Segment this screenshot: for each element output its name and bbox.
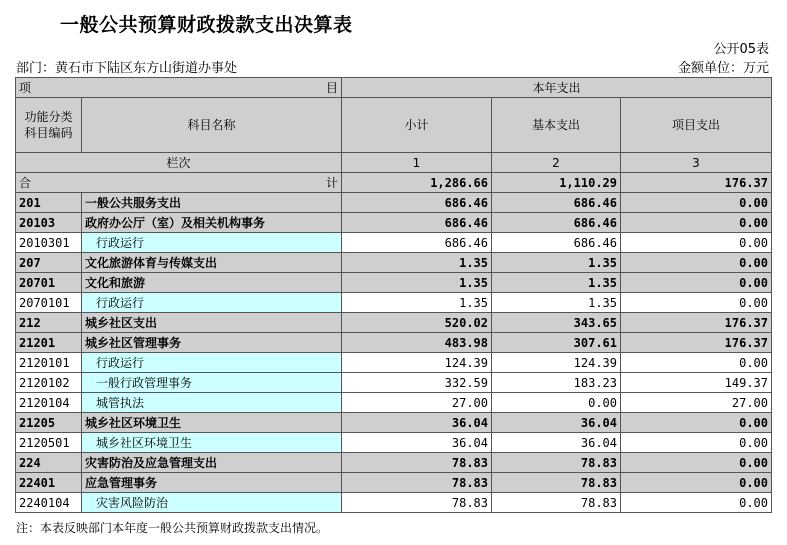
row-project: 0.00 [621, 213, 772, 233]
table-row [16, 453, 772, 473]
row-basic: 78.83 [492, 493, 621, 513]
row-project: 0.00 [621, 433, 772, 453]
row-project: 176.37 [621, 333, 772, 353]
row-basic: 183.23 [492, 373, 621, 393]
row-name: 行政运行 [82, 293, 342, 313]
name-header: 科目名称 [82, 98, 342, 153]
column-number-row [16, 153, 772, 173]
form-number: 公开05表 [713, 42, 769, 57]
row-project: 0.00 [621, 273, 772, 293]
row-code: 2070101 [16, 293, 82, 313]
row-project: 0.00 [621, 353, 772, 373]
row-basic: 78.83 [492, 473, 621, 493]
row-code: 2120102 [16, 373, 82, 393]
row-subtotal: 124.39 [342, 353, 492, 373]
row-code: 21205 [16, 413, 82, 433]
row-project: 27.00 [621, 393, 772, 413]
table-row [16, 213, 772, 233]
table-row [16, 313, 772, 333]
row-project: 0.00 [621, 413, 772, 433]
row-subtotal: 36.04 [342, 413, 492, 433]
row-basic: 343.65 [492, 313, 621, 333]
table-row [16, 393, 772, 413]
row-basic: 307.61 [492, 333, 621, 353]
table-row [16, 233, 772, 253]
total-label-right: 计 [325, 175, 338, 190]
item-header-cell [16, 78, 342, 98]
header-row-columns [16, 98, 772, 153]
row-code: 2120101 [16, 353, 82, 373]
unit-label: 金额单位：万元 [677, 61, 769, 76]
row-project: 0.00 [621, 233, 772, 253]
row-basic: 686.46 [492, 213, 621, 233]
total-project: 176.37 [621, 173, 772, 193]
table-row [16, 333, 772, 353]
row-name: 行政运行 [82, 233, 342, 253]
row-name: 文化和旅游 [82, 273, 342, 293]
row-code: 22401 [16, 473, 82, 493]
row-basic: 78.83 [492, 453, 621, 473]
row-code: 21201 [16, 333, 82, 353]
total-label-cell [16, 173, 342, 193]
table-row [16, 273, 772, 293]
subtotal-header: 小计 [342, 98, 492, 153]
column-label: 栏次 [16, 153, 342, 173]
column-number-2: 2 [492, 153, 621, 173]
row-code: 2120501 [16, 433, 82, 453]
row-subtotal: 36.04 [342, 433, 492, 453]
row-project: 0.00 [621, 473, 772, 493]
row-basic: 1.35 [492, 253, 621, 273]
total-basic: 1,110.29 [492, 173, 621, 193]
row-project: 0.00 [621, 193, 772, 213]
row-basic: 0.00 [492, 393, 621, 413]
project-header: 项目支出 [621, 98, 772, 153]
row-name: 灾害防治及应急管理支出 [82, 453, 342, 473]
row-basic: 124.39 [492, 353, 621, 373]
row-name: 城乡社区支出 [82, 313, 342, 333]
row-subtotal: 1.35 [342, 253, 492, 273]
row-subtotal: 686.46 [342, 233, 492, 253]
row-name: 政府办公厅（室）及相关机构事务 [82, 213, 342, 233]
row-name: 灾害风险防治 [82, 493, 342, 513]
row-code: 2010301 [16, 233, 82, 253]
row-basic: 1.35 [492, 273, 621, 293]
row-name: 应急管理事务 [82, 473, 342, 493]
table-row [16, 413, 772, 433]
row-name: 城管执法 [82, 393, 342, 413]
row-subtotal: 483.98 [342, 333, 492, 353]
total-row [16, 173, 772, 193]
code-header-line1: 功能分类 [24, 110, 73, 124]
table-row [16, 493, 772, 513]
row-subtotal: 332.59 [342, 373, 492, 393]
table-row [16, 473, 772, 493]
row-name: 文化旅游体育与传媒支出 [82, 253, 342, 273]
report-title: 一般公共预算财政拨款支出决算表 [60, 14, 353, 36]
row-project: 0.00 [621, 253, 772, 273]
row-project: 149.37 [621, 373, 772, 393]
row-code: 212 [16, 313, 82, 333]
row-subtotal: 1.35 [342, 273, 492, 293]
row-code: 201 [16, 193, 82, 213]
row-code: 2120104 [16, 393, 82, 413]
footnote: 注：本表反映部门本年度一般公共预算财政拨款支出情况。 [16, 521, 329, 535]
table-row [16, 373, 772, 393]
row-code: 20103 [16, 213, 82, 233]
row-basic: 36.04 [492, 413, 621, 433]
row-basic: 686.46 [492, 193, 621, 213]
row-basic: 1.35 [492, 293, 621, 313]
code-header-line2: 科目编码 [24, 126, 73, 140]
row-basic: 686.46 [492, 233, 621, 253]
row-subtotal: 78.83 [342, 473, 492, 493]
row-name: 行政运行 [82, 353, 342, 373]
row-project: 0.00 [621, 493, 772, 513]
row-subtotal: 1.35 [342, 293, 492, 313]
table-row [16, 353, 772, 373]
row-subtotal: 78.83 [342, 453, 492, 473]
item-header-right: 目 [325, 80, 338, 95]
row-project: 0.00 [621, 293, 772, 313]
row-code: 2240104 [16, 493, 82, 513]
row-subtotal: 520.02 [342, 313, 492, 333]
basic-header: 基本支出 [492, 98, 621, 153]
code-header [16, 98, 82, 153]
table-row [16, 433, 772, 453]
row-basic: 36.04 [492, 433, 621, 453]
row-name: 城乡社区管理事务 [82, 333, 342, 353]
row-subtotal: 27.00 [342, 393, 492, 413]
row-code: 207 [16, 253, 82, 273]
row-subtotal: 686.46 [342, 213, 492, 233]
annual-expense-header: 本年支出 [342, 78, 772, 98]
total-subtotal: 1,286.66 [342, 173, 492, 193]
expenditure-table [15, 77, 772, 513]
row-project: 0.00 [621, 453, 772, 473]
row-name: 城乡社区环境卫生 [82, 413, 342, 433]
row-code: 224 [16, 453, 82, 473]
table-row [16, 253, 772, 273]
item-header-left: 项 [19, 80, 32, 95]
department-label: 部门：黄石市下陆区东方山街道办事处 [16, 61, 238, 76]
table-row [16, 293, 772, 313]
total-label-left: 合 [19, 175, 32, 190]
row-project: 176.37 [621, 313, 772, 333]
row-name: 一般公共服务支出 [82, 193, 342, 213]
column-number-3: 3 [621, 153, 772, 173]
header-row-item [16, 78, 772, 98]
row-subtotal: 78.83 [342, 493, 492, 513]
table-row [16, 193, 772, 213]
column-number-1: 1 [342, 153, 492, 173]
row-name: 城乡社区环境卫生 [82, 433, 342, 453]
row-name: 一般行政管理事务 [82, 373, 342, 393]
row-subtotal: 686.46 [342, 193, 492, 213]
row-code: 20701 [16, 273, 82, 293]
